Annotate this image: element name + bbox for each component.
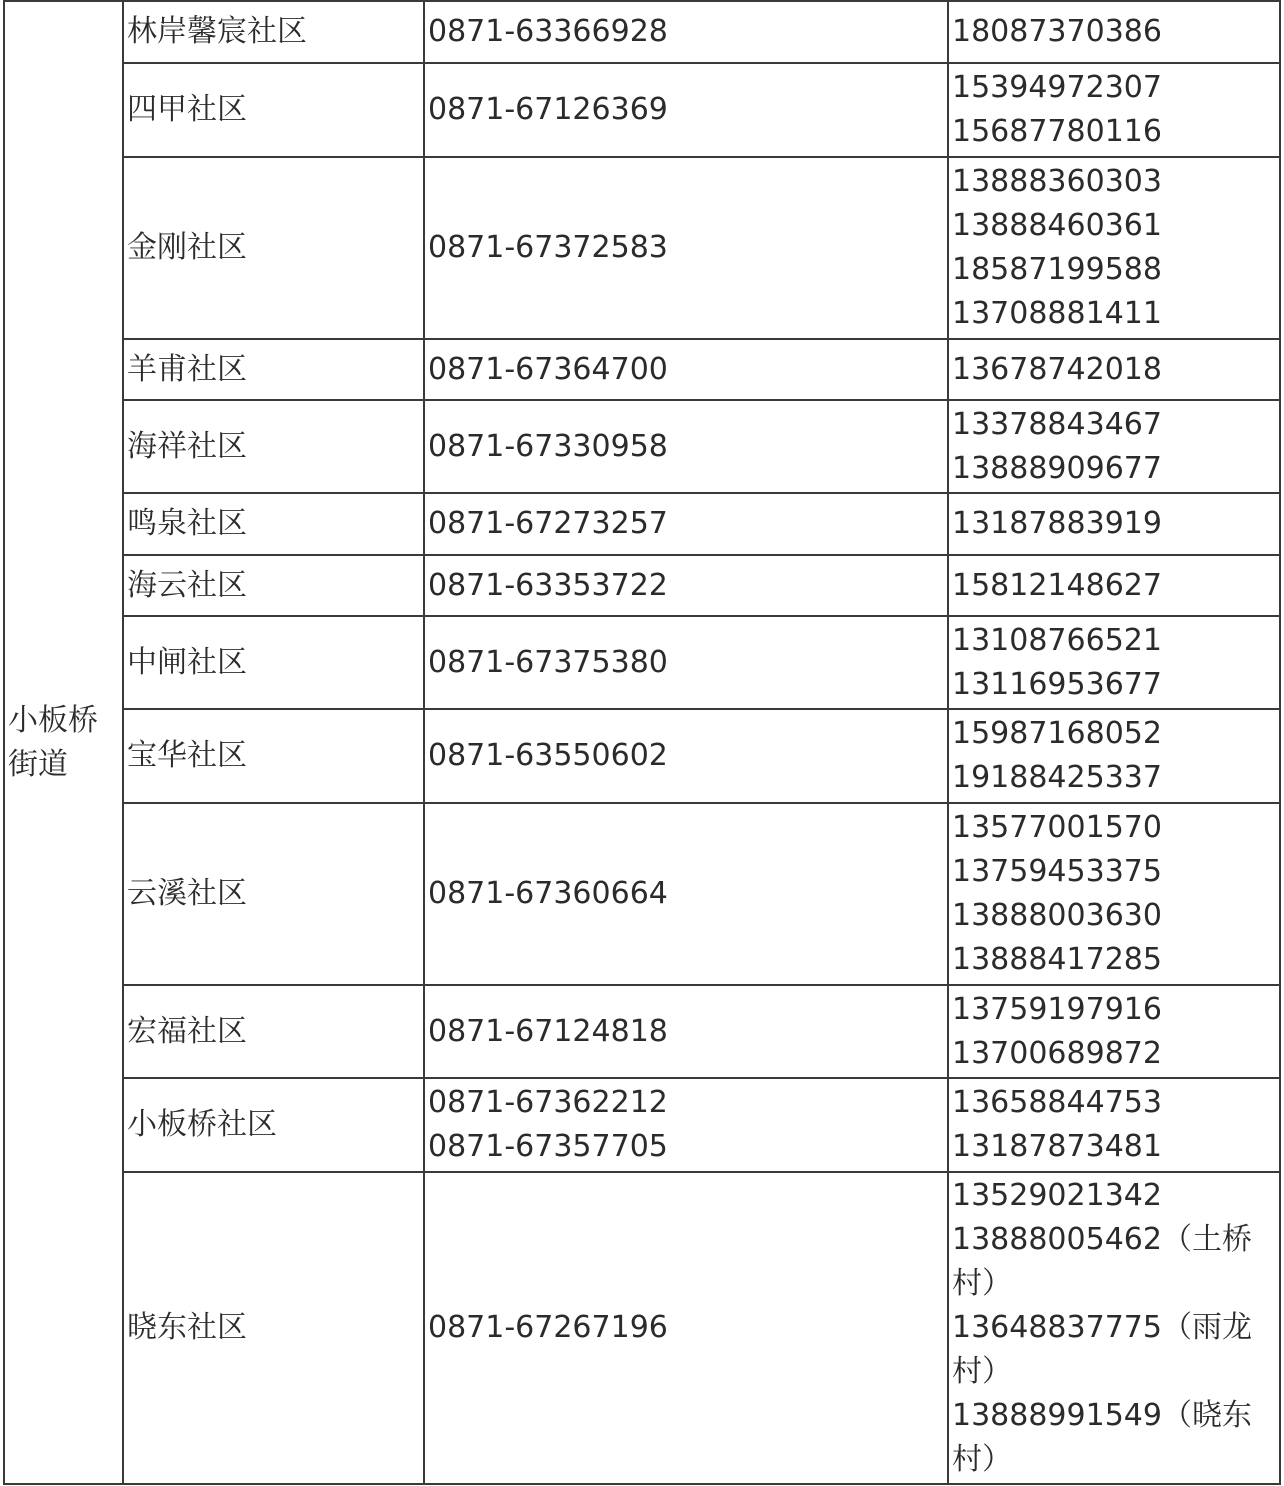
community-name: 海祥社区: [127, 428, 247, 464]
table-row: [4, 616, 1280, 709]
community-name-cell: [123, 339, 424, 400]
mobile-phone: 13529021342: [952, 1178, 1162, 1213]
mobile-phone: 13187883919: [952, 506, 1162, 541]
office-phone: 0871-67273257: [428, 506, 668, 541]
street-name-line: 街道: [8, 746, 68, 782]
office-phone: 0871-63353722: [428, 567, 668, 603]
mobile-phone-cell: [948, 1172, 1280, 1484]
mobile-phone-cell: [948, 1078, 1280, 1172]
mobile-phone: 13888991549（晓东: [952, 1398, 1252, 1433]
community-name: 晓东社区: [127, 1310, 247, 1345]
table-row: [4, 1172, 1280, 1484]
mobile-phone-cell: [948, 616, 1280, 709]
table-row: [4, 709, 1280, 803]
office-phone: 0871-67364700: [428, 351, 668, 387]
community-name: 羊甫社区: [127, 351, 247, 387]
office-phone: 0871-67362212: [428, 1085, 668, 1120]
community-name: 金刚社区: [127, 230, 247, 265]
community-name-cell: [123, 985, 424, 1078]
mobile-phone: 15987168052: [952, 716, 1162, 751]
mobile-phone: 19188425337: [952, 760, 1162, 795]
mobile-phone-cell: [948, 63, 1280, 157]
table-row: [4, 339, 1280, 400]
mobile-phone: 13759197916: [952, 991, 1162, 1027]
mobile-phone-cell: [948, 157, 1280, 339]
mobile-phone: 13888460361: [952, 208, 1162, 243]
mobile-phone: 13577001570: [952, 810, 1162, 845]
mobile-phone-cell: [948, 985, 1280, 1078]
mobile-phone: 13678742018: [952, 351, 1162, 387]
office-phone: 0871-67372583: [428, 230, 668, 265]
office-phone: 0871-67267196: [428, 1310, 668, 1345]
office-phone-cell: [424, 63, 948, 157]
street-name-cell: [4, 1, 123, 1484]
community-name-cell: [123, 555, 424, 616]
office-phone-cell: [424, 493, 948, 555]
mobile-phone: 13888909677: [952, 450, 1162, 486]
table-row: [4, 1078, 1280, 1172]
community-name-cell: [123, 1078, 424, 1172]
table-row: [4, 157, 1280, 339]
community-name: 云溪社区: [127, 876, 247, 911]
office-phone: 0871-63366928: [428, 14, 668, 49]
mobile-phone: 18587199588: [952, 252, 1162, 287]
community-name-cell: [123, 1172, 424, 1484]
community-name: 宝华社区: [127, 738, 247, 773]
community-name-cell: [123, 157, 424, 339]
mobile-phone: 13378843467: [952, 406, 1162, 442]
community-name-cell: [123, 63, 424, 157]
office-phone-cell: [424, 1078, 948, 1172]
table-row: [4, 63, 1280, 157]
office-phone-cell: [424, 157, 948, 339]
mobile-phone: 13648837775（雨龙: [952, 1310, 1252, 1345]
office-phone: 0871-67357705: [428, 1129, 668, 1164]
mobile-phone: 13888005462（土桥: [952, 1222, 1252, 1257]
office-phone-cell: [424, 1172, 948, 1484]
mobile-phone: 13116953677: [952, 666, 1162, 702]
office-phone: 0871-67330958: [428, 428, 668, 464]
office-phone: 0871-67126369: [428, 92, 668, 127]
mobile-phone: 村）: [952, 1442, 1012, 1477]
community-name-cell: [123, 803, 424, 985]
mobile-phone-cell: [948, 555, 1280, 616]
community-name: 小板桥社区: [127, 1107, 277, 1142]
office-phone: 0871-67360664: [428, 876, 668, 911]
mobile-phone-cell: [948, 493, 1280, 555]
community-name-cell: [123, 616, 424, 709]
mobile-phone-cell: [948, 803, 1280, 985]
mobile-phone: 13658844753: [952, 1085, 1162, 1120]
table-row: [4, 493, 1280, 555]
office-phone-cell: [424, 616, 948, 709]
office-phone-cell: [424, 985, 948, 1078]
table-row: [4, 400, 1280, 493]
mobile-phone: 15687780116: [952, 114, 1162, 149]
mobile-phone: 15394972307: [952, 70, 1162, 105]
community-name-cell: [123, 1, 424, 63]
office-phone: 0871-63550602: [428, 738, 668, 773]
community-name: 宏福社区: [127, 1013, 247, 1049]
mobile-phone: 15812148627: [952, 567, 1162, 603]
mobile-phone-cell: [948, 709, 1280, 803]
office-phone-cell: [424, 709, 948, 803]
mobile-phone-cell: [948, 339, 1280, 400]
table-row: [4, 555, 1280, 616]
community-name: 海云社区: [127, 567, 247, 603]
office-phone: 0871-67375380: [428, 644, 668, 680]
community-name: 中闸社区: [127, 644, 247, 680]
mobile-phone: 13888417285: [952, 942, 1162, 977]
mobile-phone: 13888360303: [952, 164, 1162, 199]
table-row: [4, 1, 1280, 63]
table-row: [4, 985, 1280, 1078]
mobile-phone: 13700689872: [952, 1035, 1162, 1071]
community-name: 鸣泉社区: [127, 506, 247, 541]
table-row: [4, 803, 1280, 985]
mobile-phone-cell: [948, 1, 1280, 63]
community-name: 林岸馨宸社区: [127, 14, 307, 49]
mobile-phone: 村）: [952, 1354, 1012, 1389]
office-phone-cell: [424, 400, 948, 493]
street-name-line: 小板桥: [8, 702, 98, 738]
community-name-cell: [123, 709, 424, 803]
mobile-phone: 18087370386: [952, 14, 1162, 49]
community-name: 四甲社区: [127, 92, 247, 127]
mobile-phone: 13888003630: [952, 898, 1162, 933]
mobile-phone: 13187873481: [952, 1129, 1162, 1164]
community-name-cell: [123, 400, 424, 493]
contact-table: [3, 0, 1281, 1485]
mobile-phone-cell: [948, 400, 1280, 493]
office-phone-cell: [424, 555, 948, 616]
mobile-phone: 13759453375: [952, 854, 1162, 889]
mobile-phone: 13108766521: [952, 622, 1162, 658]
mobile-phone: 村）: [952, 1266, 1012, 1301]
community-name-cell: [123, 493, 424, 555]
contact-table-body: [4, 1, 1280, 1484]
office-phone-cell: [424, 803, 948, 985]
office-phone-cell: [424, 1, 948, 63]
office-phone: 0871-67124818: [428, 1013, 668, 1049]
mobile-phone: 13708881411: [952, 296, 1162, 331]
office-phone-cell: [424, 339, 948, 400]
